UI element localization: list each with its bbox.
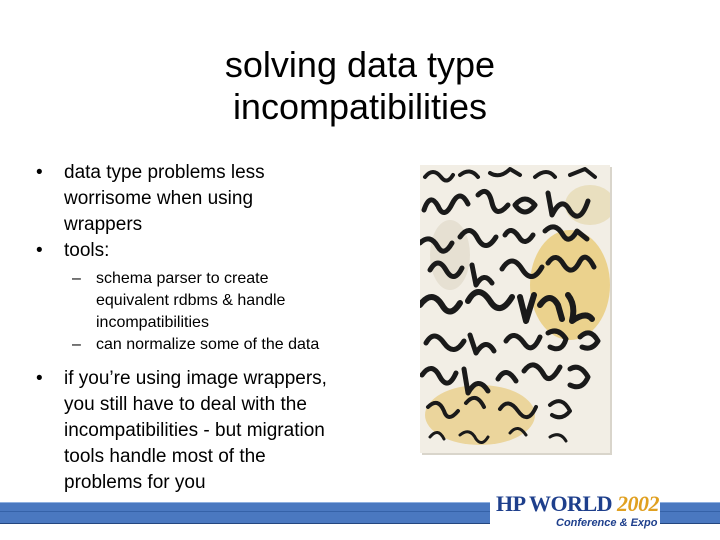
bullet-line: wrappers [64, 214, 143, 235]
logo-brand-text: HP WORLD [496, 491, 613, 516]
bullet-item [36, 238, 388, 264]
bullet-item [36, 160, 388, 238]
graffiti-illustration [420, 165, 610, 453]
sub-bullet-dash: – [72, 270, 81, 287]
graffiti-photo [420, 165, 610, 453]
sub-bullet-line: schema parser to create [96, 270, 269, 287]
sub-bullet-item [36, 268, 388, 334]
bullet-line: data type problems less [64, 162, 265, 183]
logo-year: 2002 [617, 491, 660, 516]
sub-bullet-dash: – [72, 336, 81, 353]
title-line-1: solving data type [224, 44, 496, 85]
sub-bullet-line: equivalent rdbms & handle [96, 292, 286, 309]
sub-bullet-item [36, 334, 388, 356]
bullet-line: tools: [64, 240, 110, 261]
bullet-list [36, 160, 388, 496]
bullet-dot: • [36, 368, 43, 389]
sub-bullet-line: incompatibilities [96, 314, 209, 331]
bullet-line: problems for you [64, 472, 206, 493]
bullet-line: you still have to deal with the [64, 394, 307, 415]
bullet-line: tools handle most of the [64, 446, 266, 467]
bullet-dot: • [36, 240, 43, 261]
title-line-2: incompatibilities [232, 86, 488, 127]
hp-world-logo [490, 490, 660, 534]
bullet-line: incompatibilities - but migration [64, 420, 325, 441]
sub-bullet-line: can normalize some of the data [96, 336, 320, 353]
bullet-item [36, 366, 388, 496]
bullet-line: worrisome when using [64, 188, 254, 209]
bullet-dot: • [36, 162, 43, 183]
logo-brand [496, 492, 659, 516]
slide-title [150, 44, 570, 128]
logo-tagline: Conference & Expo [556, 517, 658, 529]
bullet-line: if you’re using image wrappers, [64, 368, 327, 389]
